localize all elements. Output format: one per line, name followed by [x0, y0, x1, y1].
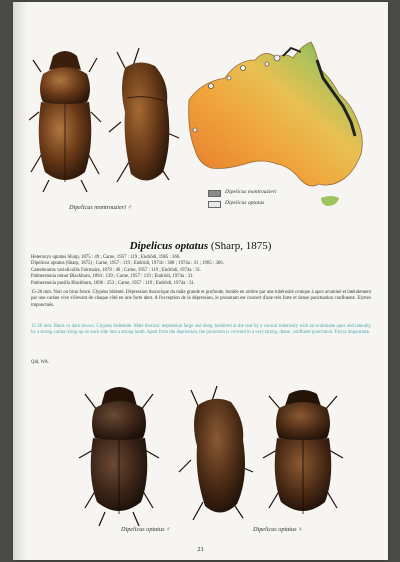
legend-swatch-montrouzieri	[208, 190, 221, 197]
distribution: Qld, WA.	[31, 360, 50, 365]
montrouzieri-photos	[29, 42, 189, 202]
synonym-line: Heteronyx optatus Sharp, 1875 : 49 ; Carne, 1957 : 119 ; Endrödi, 1985 : 366.	[31, 255, 181, 260]
caption-optatus-male: Dipelicus optatus ♂	[121, 526, 171, 533]
species-heading	[13, 240, 388, 252]
page-gutter-shadow	[13, 2, 27, 560]
description-french: 15-26 mm. Noir ou brun foncé. Clypéus bidenté. Dépression thoracique du mâle grande et profonde, bordée en arrière par une tubérosité conique à apex acuminé et latéralement par une carène vive s'élevant de chaque côté en une forte dent. A l'exception de la dépression, le pronotum est couvert d'une très forte et dense ponctuation confluente. Elytres imponctués.	[31, 290, 371, 308]
australia-distribution-map	[181, 38, 379, 210]
synonym-list	[31, 255, 371, 287]
description-english: 15-26 mm. Black or dark brown. Clypeus bidentate. Male thoracic depression large and deep, bordered at the rear by a conical tuberosity with an acuminate apex and laterally by a strong carina rising up on each side into a strong tooth. Apart from the depression, the pronotum is covered in a very strong, dense, confluent punctation. Elytra impunctate.	[31, 324, 371, 336]
legend-label-optatus: Dipelicus optatus	[225, 200, 265, 206]
species-author: (Sharp, 1875)	[210, 240, 272, 252]
page-number: 21	[197, 546, 204, 553]
synonym-line: Castelnoutus variolicollis Fairmaire, 1878 : 46 ; Carne, 1957 : 119 ; Endrödi, 1974a : 31.	[31, 267, 202, 273]
species-name: Dipelicus optatus	[129, 240, 209, 252]
synonym-line: Palmerstonia pusilla Blackburn, 1896 : 253 ; Carne, 1957 : 119 ; Endrödi, 1974a : 31.	[31, 280, 196, 286]
book-page	[13, 2, 388, 560]
legend-swatch-optatus	[208, 201, 221, 208]
synonym-line: Dipelicus optatus (Sharp, 1875) ; Carne, 1957 : 119 ; Endrödi, 1971b : 308 ; 1974a : 31 ; 1985 : 366.	[31, 261, 224, 267]
optatus-photos	[71, 380, 361, 530]
caption-montrouzieri: Dipelicus montrouzieri ♂	[69, 204, 133, 211]
legend-label-montrouzieri: Dipelicus montrouzieri	[225, 189, 277, 195]
caption-optatus-female: Dipelicus optatus ♀	[253, 526, 303, 533]
synonym-line: Palmerstonia minor Blackburn, 1894 : 139 ; Carne, 1957 : 119 ; Endrödi, 1974a : 31.	[31, 274, 194, 280]
